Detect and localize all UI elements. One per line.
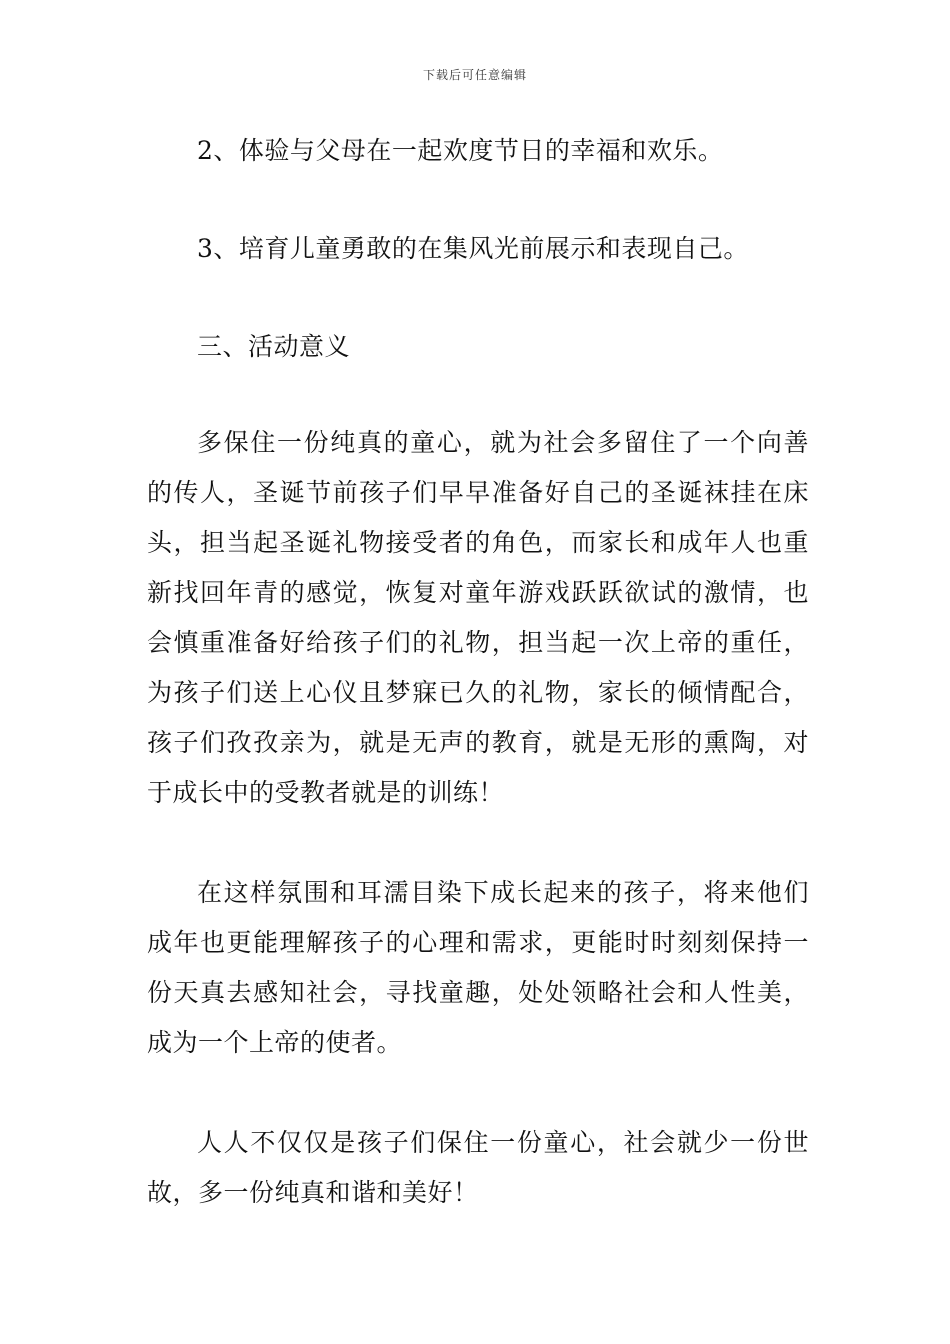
paragraph-line: 为孩子们送上心仪且梦寐已久的礼物，家长的倾情配合， — [147, 678, 809, 707]
paragraph-2 — [147, 868, 809, 1068]
paragraph-line: 故，多一份纯真和谐和美好！ — [147, 1178, 479, 1207]
paragraph-line: 多保住一份纯真的童心，就为社会多留住了一个向善 — [197, 428, 809, 457]
header-note: 下载后可任意编辑 — [422, 68, 527, 82]
paragraph-3 — [147, 1118, 809, 1218]
paragraph-line: 于成长中的受教者就是的训练！ — [147, 778, 505, 807]
paragraph-1 — [147, 418, 809, 818]
objective-item-2: 2、体验与父母在一起欢度节日的幸福和欢乐。 — [197, 136, 724, 165]
paragraph-line: 在这样氛围和耳濡目染下成长起来的孩子，将来他们 — [197, 878, 809, 907]
document-body — [147, 126, 809, 1218]
paragraph-line: 会慎重准备好给孩子们的礼物，担当起一次上帝的重任， — [147, 628, 809, 657]
section-heading: 三、活动意义 — [197, 332, 351, 361]
paragraph-line: 新找回年青的感觉，恢复对童年游戏跃跃欲试的激情，也 — [147, 578, 809, 607]
objective-item-3: 3、培育儿童勇敢的在集风光前展示和表现自己。 — [197, 234, 749, 263]
paragraph-line: 的传人，圣诞节前孩子们早早准备好自己的圣诞袜挂在床 — [147, 478, 809, 507]
paragraph-line: 人人不仅仅是孩子们保住一份童心，社会就少一份世 — [197, 1128, 809, 1157]
paragraph-line: 份天真去感知社会，寻找童趣，处处领略社会和人性美， — [147, 978, 809, 1007]
paragraph-line: 成年也更能理解孩子的心理和需求，更能时时刻刻保持一 — [147, 928, 809, 957]
paragraph-line: 成为一个上帝的使者。 — [147, 1028, 403, 1057]
paragraph-line: 孩子们孜孜亲为，就是无声的教育，就是无形的熏陶，对 — [147, 728, 809, 757]
paragraph-line: 头，担当起圣诞礼物接受者的角色，而家长和成年人也重 — [147, 528, 809, 557]
